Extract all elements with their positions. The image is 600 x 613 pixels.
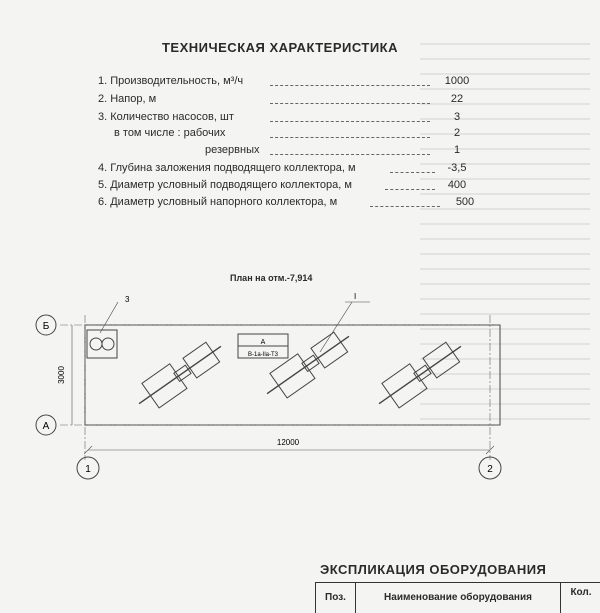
pump-unit — [258, 324, 357, 406]
spec-title: ТЕХНИЧЕСКАЯ ХАРАКТЕРИСТИКА — [161, 40, 399, 55]
spec-value-3a: 2 — [453, 127, 461, 139]
pump-unit — [130, 334, 229, 416]
callout-leader-1 — [320, 302, 352, 352]
tag-top-label: А — [260, 339, 266, 346]
spec-label-6: 6. Диаметр условный напорного коллектора, м — [98, 196, 338, 208]
spec-value-1: 1000 — [444, 75, 470, 87]
spec-value-3: 3 — [453, 111, 461, 123]
spec-label-3a: в том числе : рабочих — [114, 127, 226, 139]
explication-table — [315, 582, 600, 613]
spec-value-2: 22 — [450, 93, 464, 105]
axis-label-1: 1 — [85, 464, 91, 475]
drainage-pump-circle — [102, 338, 114, 350]
dim-height-label: 3000 — [57, 366, 66, 384]
pump-unit — [370, 334, 469, 416]
axis-label-a: А — [42, 421, 50, 432]
drainage-pump-circle — [90, 338, 102, 350]
explication-header-qty: Кол. — [570, 587, 592, 598]
axis-label-2: 2 — [487, 464, 493, 475]
explication-header-name: Наименование оборудования — [356, 583, 561, 613]
plan-caption: План на отм.-7,914 — [230, 273, 313, 283]
spec-value-4: -3,5 — [447, 162, 467, 174]
spec-value-5: 400 — [447, 179, 467, 191]
explication-header-pos: Поз. — [316, 583, 356, 613]
spec-label-5: 5. Диаметр условный подводящего коллектора, м — [98, 179, 352, 191]
explication-title: ЭКСПЛИКАЦИЯ ОБОРУДОВАНИЯ — [320, 562, 547, 577]
spec-label-3: 3. Количество насосов, шт — [98, 111, 234, 123]
spec-label-3b: резервных — [205, 144, 260, 156]
spec-value-6: 500 — [455, 196, 475, 208]
dim-width-label: 12000 — [276, 438, 300, 447]
spec-value-3b: 1 — [453, 144, 461, 156]
callout-leader-3 — [100, 302, 118, 333]
spec-label-2: 2. Напор, м — [98, 93, 157, 105]
spec-label-1: 1. Производительность, м³/ч — [98, 75, 244, 87]
tag-bottom-label: В-1а-Ila-Т3 — [247, 352, 279, 358]
spec-label-4: 4. Глубина заложения подводящего коллектора, м — [98, 162, 356, 174]
axis-label-b: Б — [42, 321, 50, 332]
callout-label-1: I — [354, 292, 357, 301]
callout-label-3: 3 — [125, 295, 130, 304]
